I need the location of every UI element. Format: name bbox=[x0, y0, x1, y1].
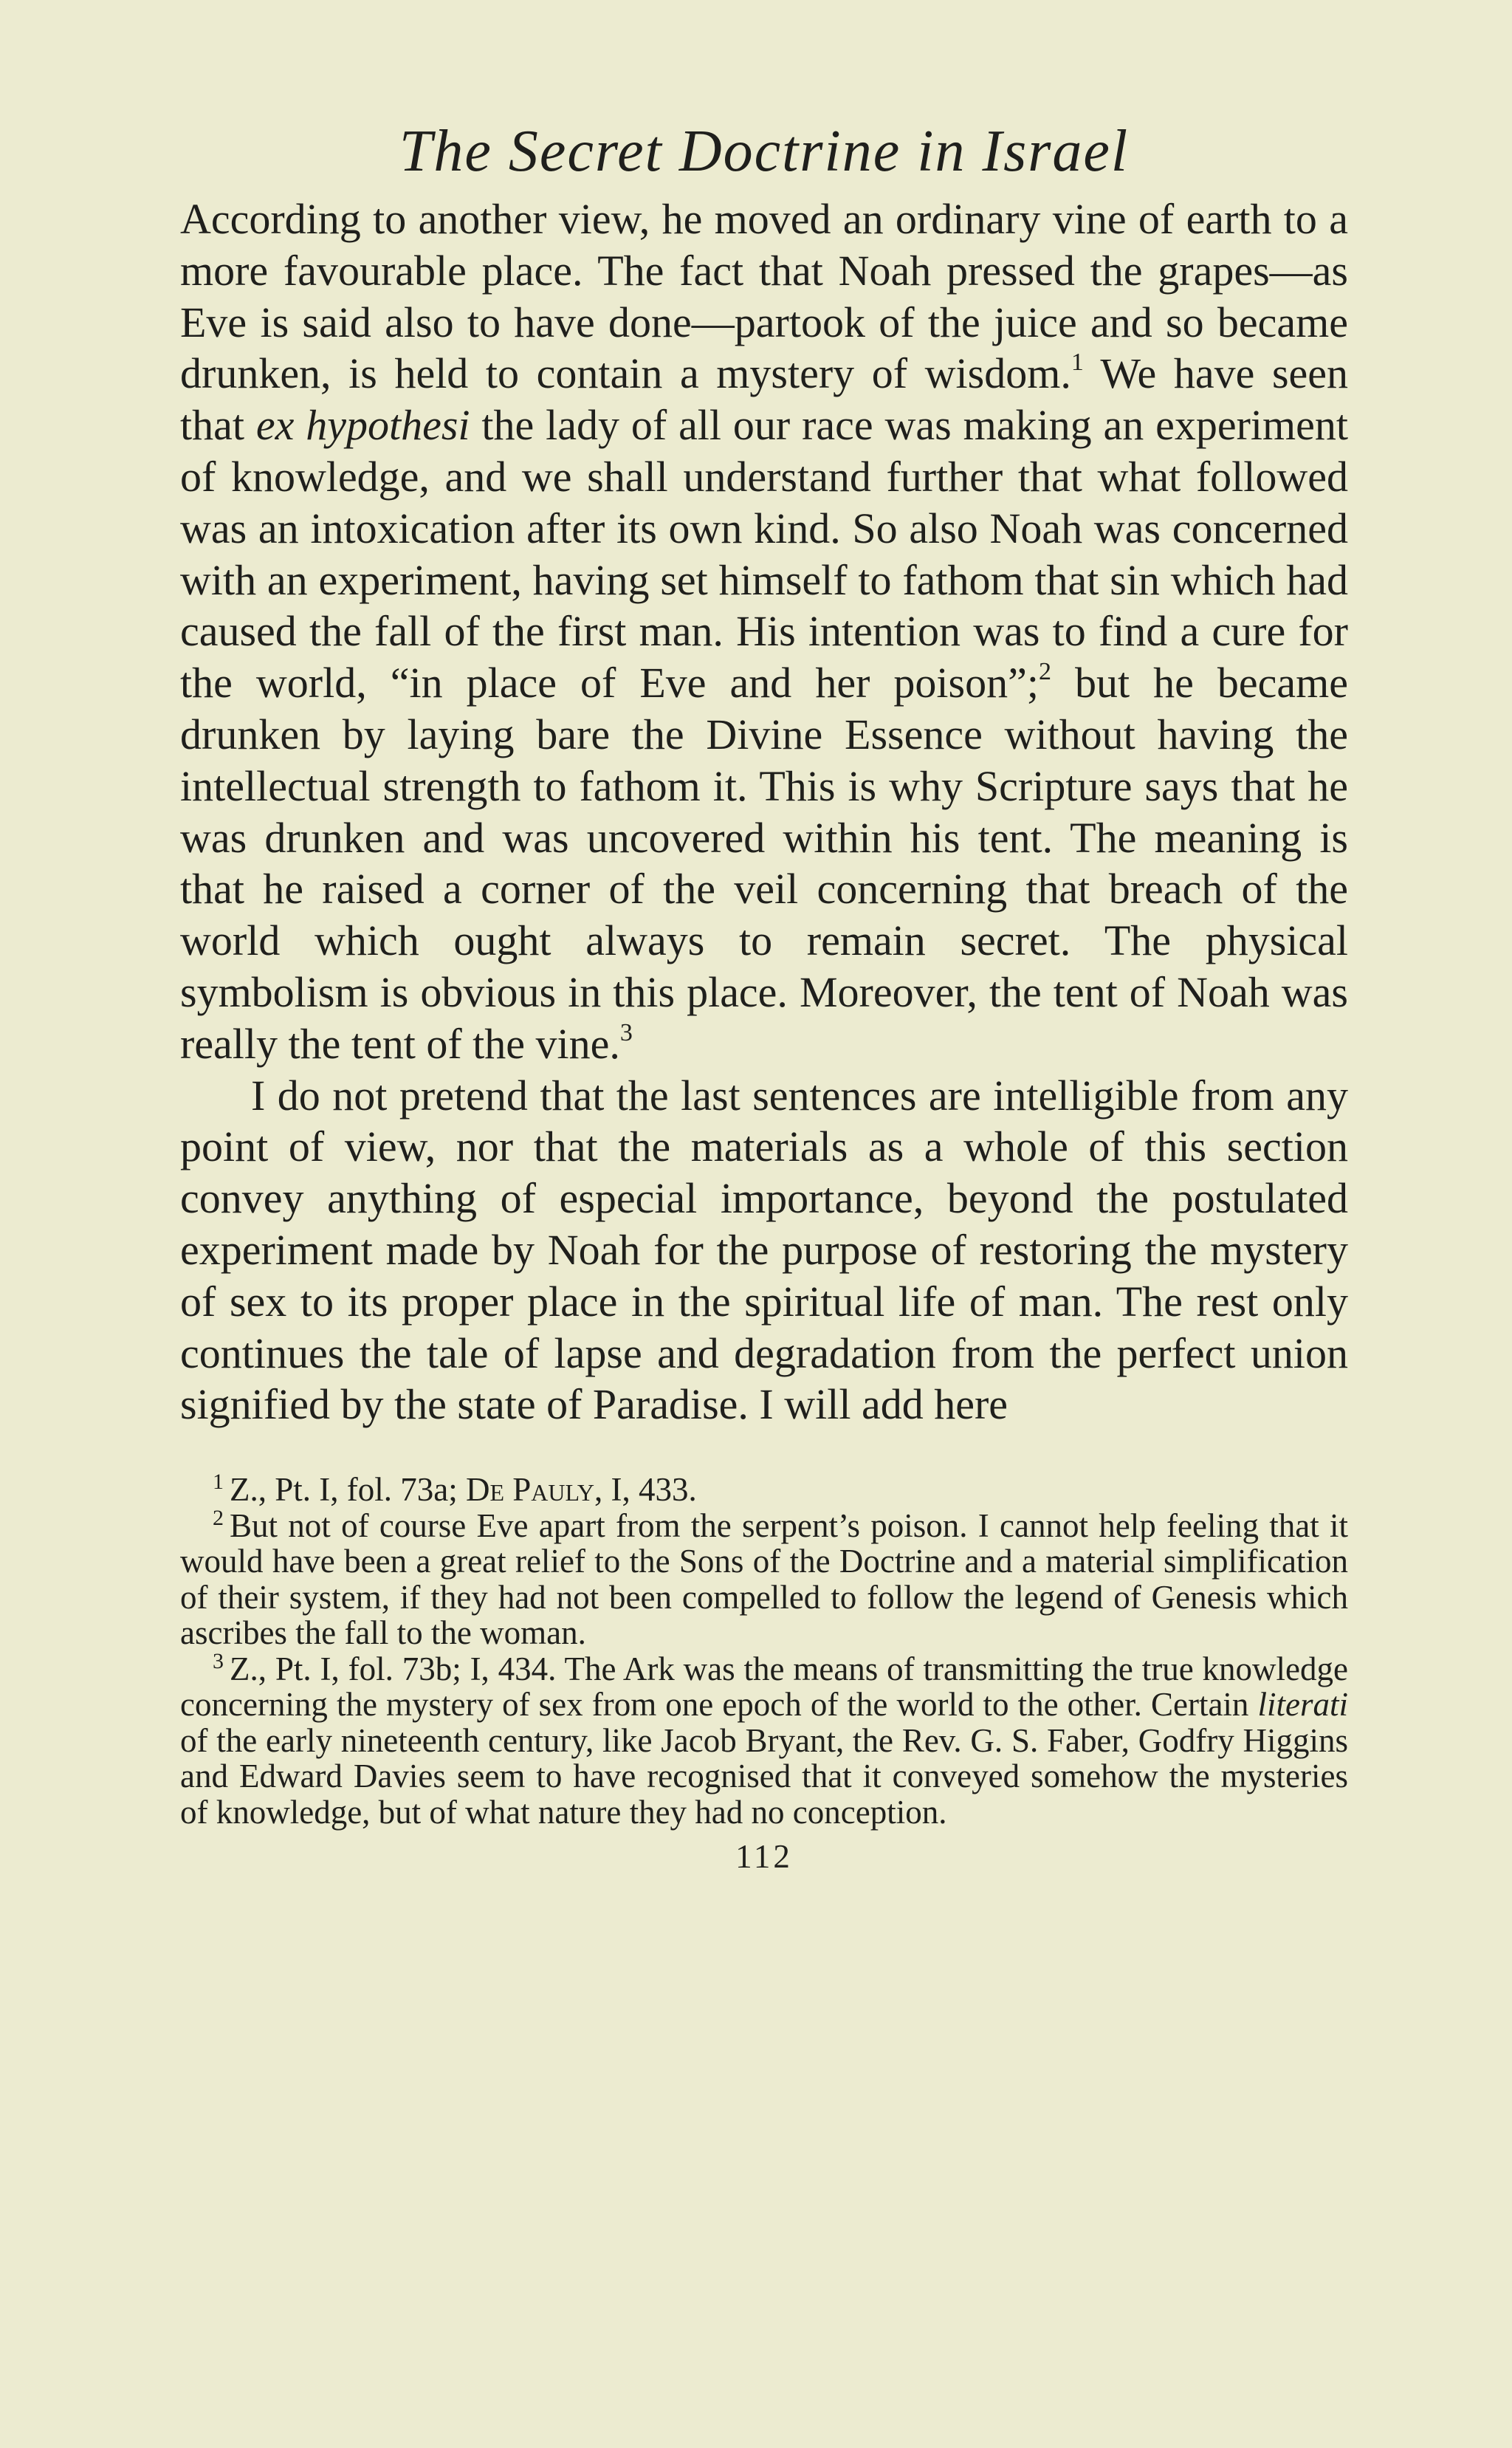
text-run: but he became drunken by laying bare the Divine Essence without having the intellectual strength to fathom it. This is why Scripture says that he was drunken and was uncovered within his tent. The meaning is that he raised a corner of the veil concerning that breach of the world which ought always to remain secret. The physical symbolism is obvious in this place. Moreover, the tent of Noah was really the tent of the vine. bbox=[180, 659, 1348, 1068]
footnote-ref: 2 bbox=[1038, 658, 1051, 686]
text-run: Z., Pt. I, fol. 73a; bbox=[230, 1471, 466, 1509]
footnote-number: 3 bbox=[213, 1648, 224, 1673]
small-caps-text: De Pauly bbox=[465, 1471, 594, 1509]
footnote-ref: 3 bbox=[619, 1018, 633, 1046]
body-paragraph-2 bbox=[180, 1070, 1348, 1431]
footnote-3 bbox=[180, 1648, 1348, 1831]
text-run: But not of course Eve apart from the serpent’s poison. I cannot help feeling that it would have been a great relief to the Sons of the Doctrine and a material simplification of their system, if they had not been compelled to follow the legend of Genesis which ascribes the fall to the woman. bbox=[180, 1506, 1348, 1652]
running-head: The Secret Doctrine in Israel bbox=[399, 119, 1130, 184]
italic-text: literati bbox=[1257, 1686, 1348, 1724]
footnote-number: 2 bbox=[213, 1505, 224, 1530]
text-run: I do not pretend that the last sentences are intelligible from any point of view, nor that the materials as a whole of this section convey anything of especial importance, beyond the postulated experiment made by Noah for the purpose of restoring the mystery of sex to its proper place in the spiritual life of man. The rest only continues the tale of lapse and degradation from the perfect union signified by the state of Paradise. I will add here bbox=[180, 1071, 1348, 1429]
text-run: According to another view, he moved an ordinary vine of earth to a more favourable place. The fact that Noah pressed the grapes—as Eve is said also to have done—partook of the juice and so became drunken, is held to contain a mystery of wisdom. bbox=[180, 195, 1348, 398]
text-run: Z., Pt. I, fol. 73b; I, 434. The Ark was the means of transmitting the true knowledge concerning the mystery of sex from one epoch of the world to the other. Certain bbox=[180, 1650, 1348, 1724]
text-run: We have seen that bbox=[180, 349, 1349, 450]
footnote-number: 1 bbox=[213, 1470, 224, 1495]
page-number: 112 bbox=[735, 1838, 793, 1876]
text-run: of the early nineteenth century, like Jacob Bryant, the Rev. G. S. Faber, Godfry Higgins and Edward Davies seem to have recognised that it conveyed somehow the mysteries of knowledge, but of what nature they had no conception. bbox=[180, 1721, 1348, 1831]
book-page bbox=[180, 111, 1348, 1879]
footnotes bbox=[180, 1472, 1348, 1830]
main-text bbox=[180, 193, 1348, 1430]
footnote-1 bbox=[180, 1472, 1348, 1508]
body-paragraph-1 bbox=[180, 193, 1348, 1070]
text-run: , I, 433. bbox=[594, 1471, 697, 1509]
footnote-ref: 1 bbox=[1071, 349, 1084, 377]
footnote-2 bbox=[180, 1505, 1348, 1652]
text-run: the lady of all our race was making an experiment of knowledge, and we shall understand further that what followed was an intoxication after its own kind. So also Noah was concerned with an experiment, having set himself to fathom that sin which had caused the fall of the first man. His intention was to find a cure for the world, “in place of Eve and her poison”; bbox=[180, 401, 1348, 707]
italic-text: ex hypothesi bbox=[255, 401, 470, 450]
